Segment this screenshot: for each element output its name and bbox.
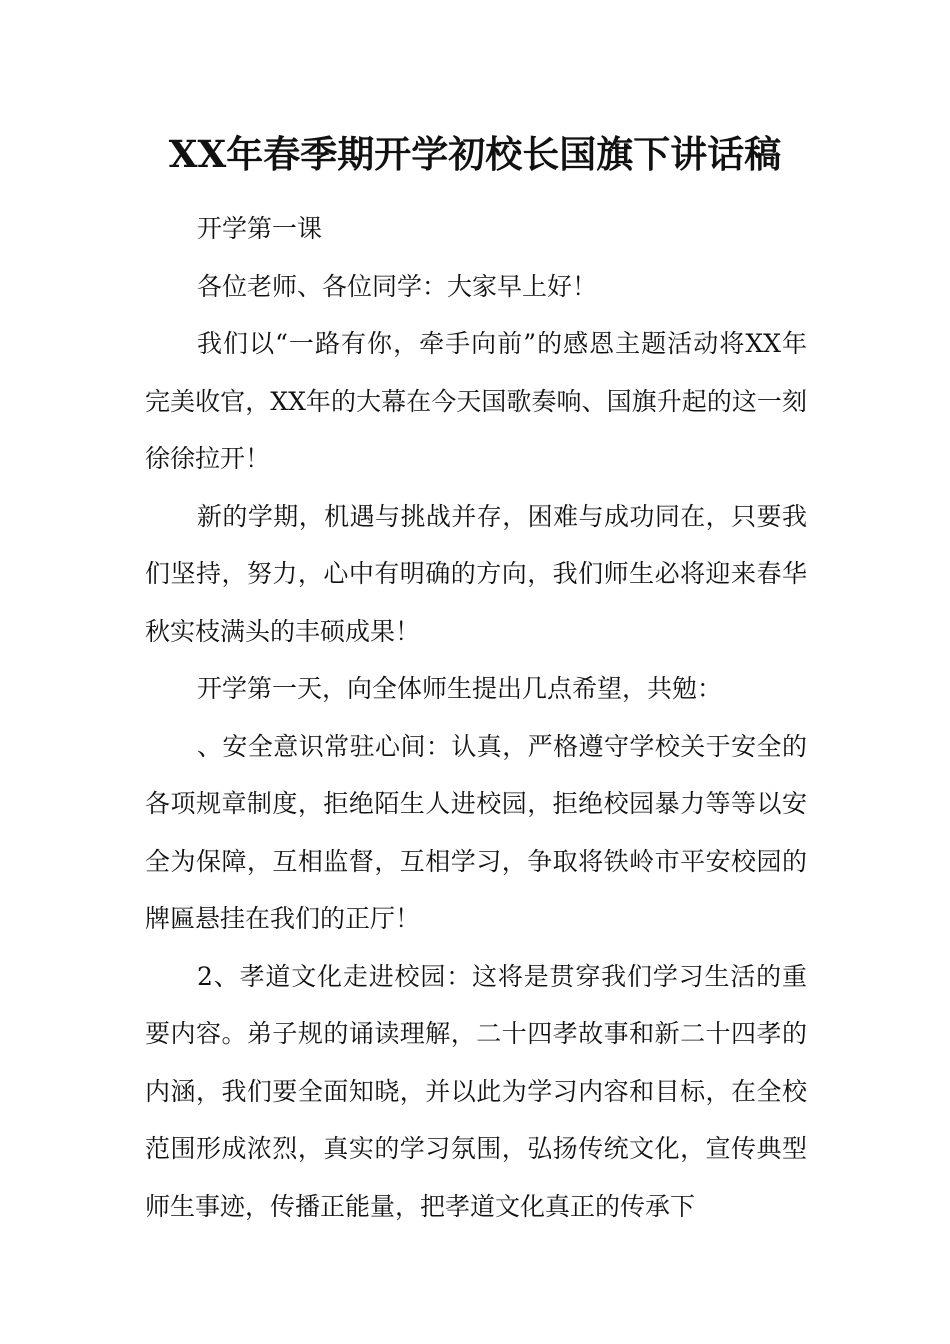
paragraph-hopes-intro: 开学第一天，向全体师生提出几点希望，共勉： xyxy=(197,674,723,703)
paragraph-filial-culture: 2、孝道文化走进校园：这将是贯穿我们学习生活的重要内容。弟子规的诵读理解，二十四孝故事和新二十四孝的内涵，我们要全面知晓，并以此为学习内容和目标，在全校范围形成浓烈，真实的学习氛围，弘扬传统文化，宣传典型师生事迹，传播正能量，把孝道文化真正的传承下 xyxy=(145,961,807,1221)
document-title: XX年春季期开学初校长国旗下讲话稿 xyxy=(168,132,782,176)
document-body xyxy=(145,200,807,1235)
paragraph-new-semester: 新的学期，机遇与挑战并存，困难与成功同在，只要我们坚持，努力，心中有明确的方向，我们师生必将迎来春华秋实枝满头的丰硕成果！ xyxy=(145,501,807,646)
paragraph-safety: 、安全意识常驻心间：认真，严格遵守学校关于安全的各项规章制度，拒绝陌生人进校园，拒绝校园暴力等等以安全为保障，互相监督，互相学习，争取将铁岭市平安校园的牌匾悬挂在我们的正厅！ xyxy=(145,731,807,933)
paragraph-lesson-heading: 开学第一课 xyxy=(197,214,323,243)
paragraph-intro: 我们以“一路有你，牵手向前”的感恩主题活动将XX年完美收官，XX年的大幕在今天国歌奏响、国旗升起的这一刻徐徐拉开！ xyxy=(145,329,807,473)
paragraph-greeting: 各位老师、各位同学：大家早上好！ xyxy=(197,271,598,301)
